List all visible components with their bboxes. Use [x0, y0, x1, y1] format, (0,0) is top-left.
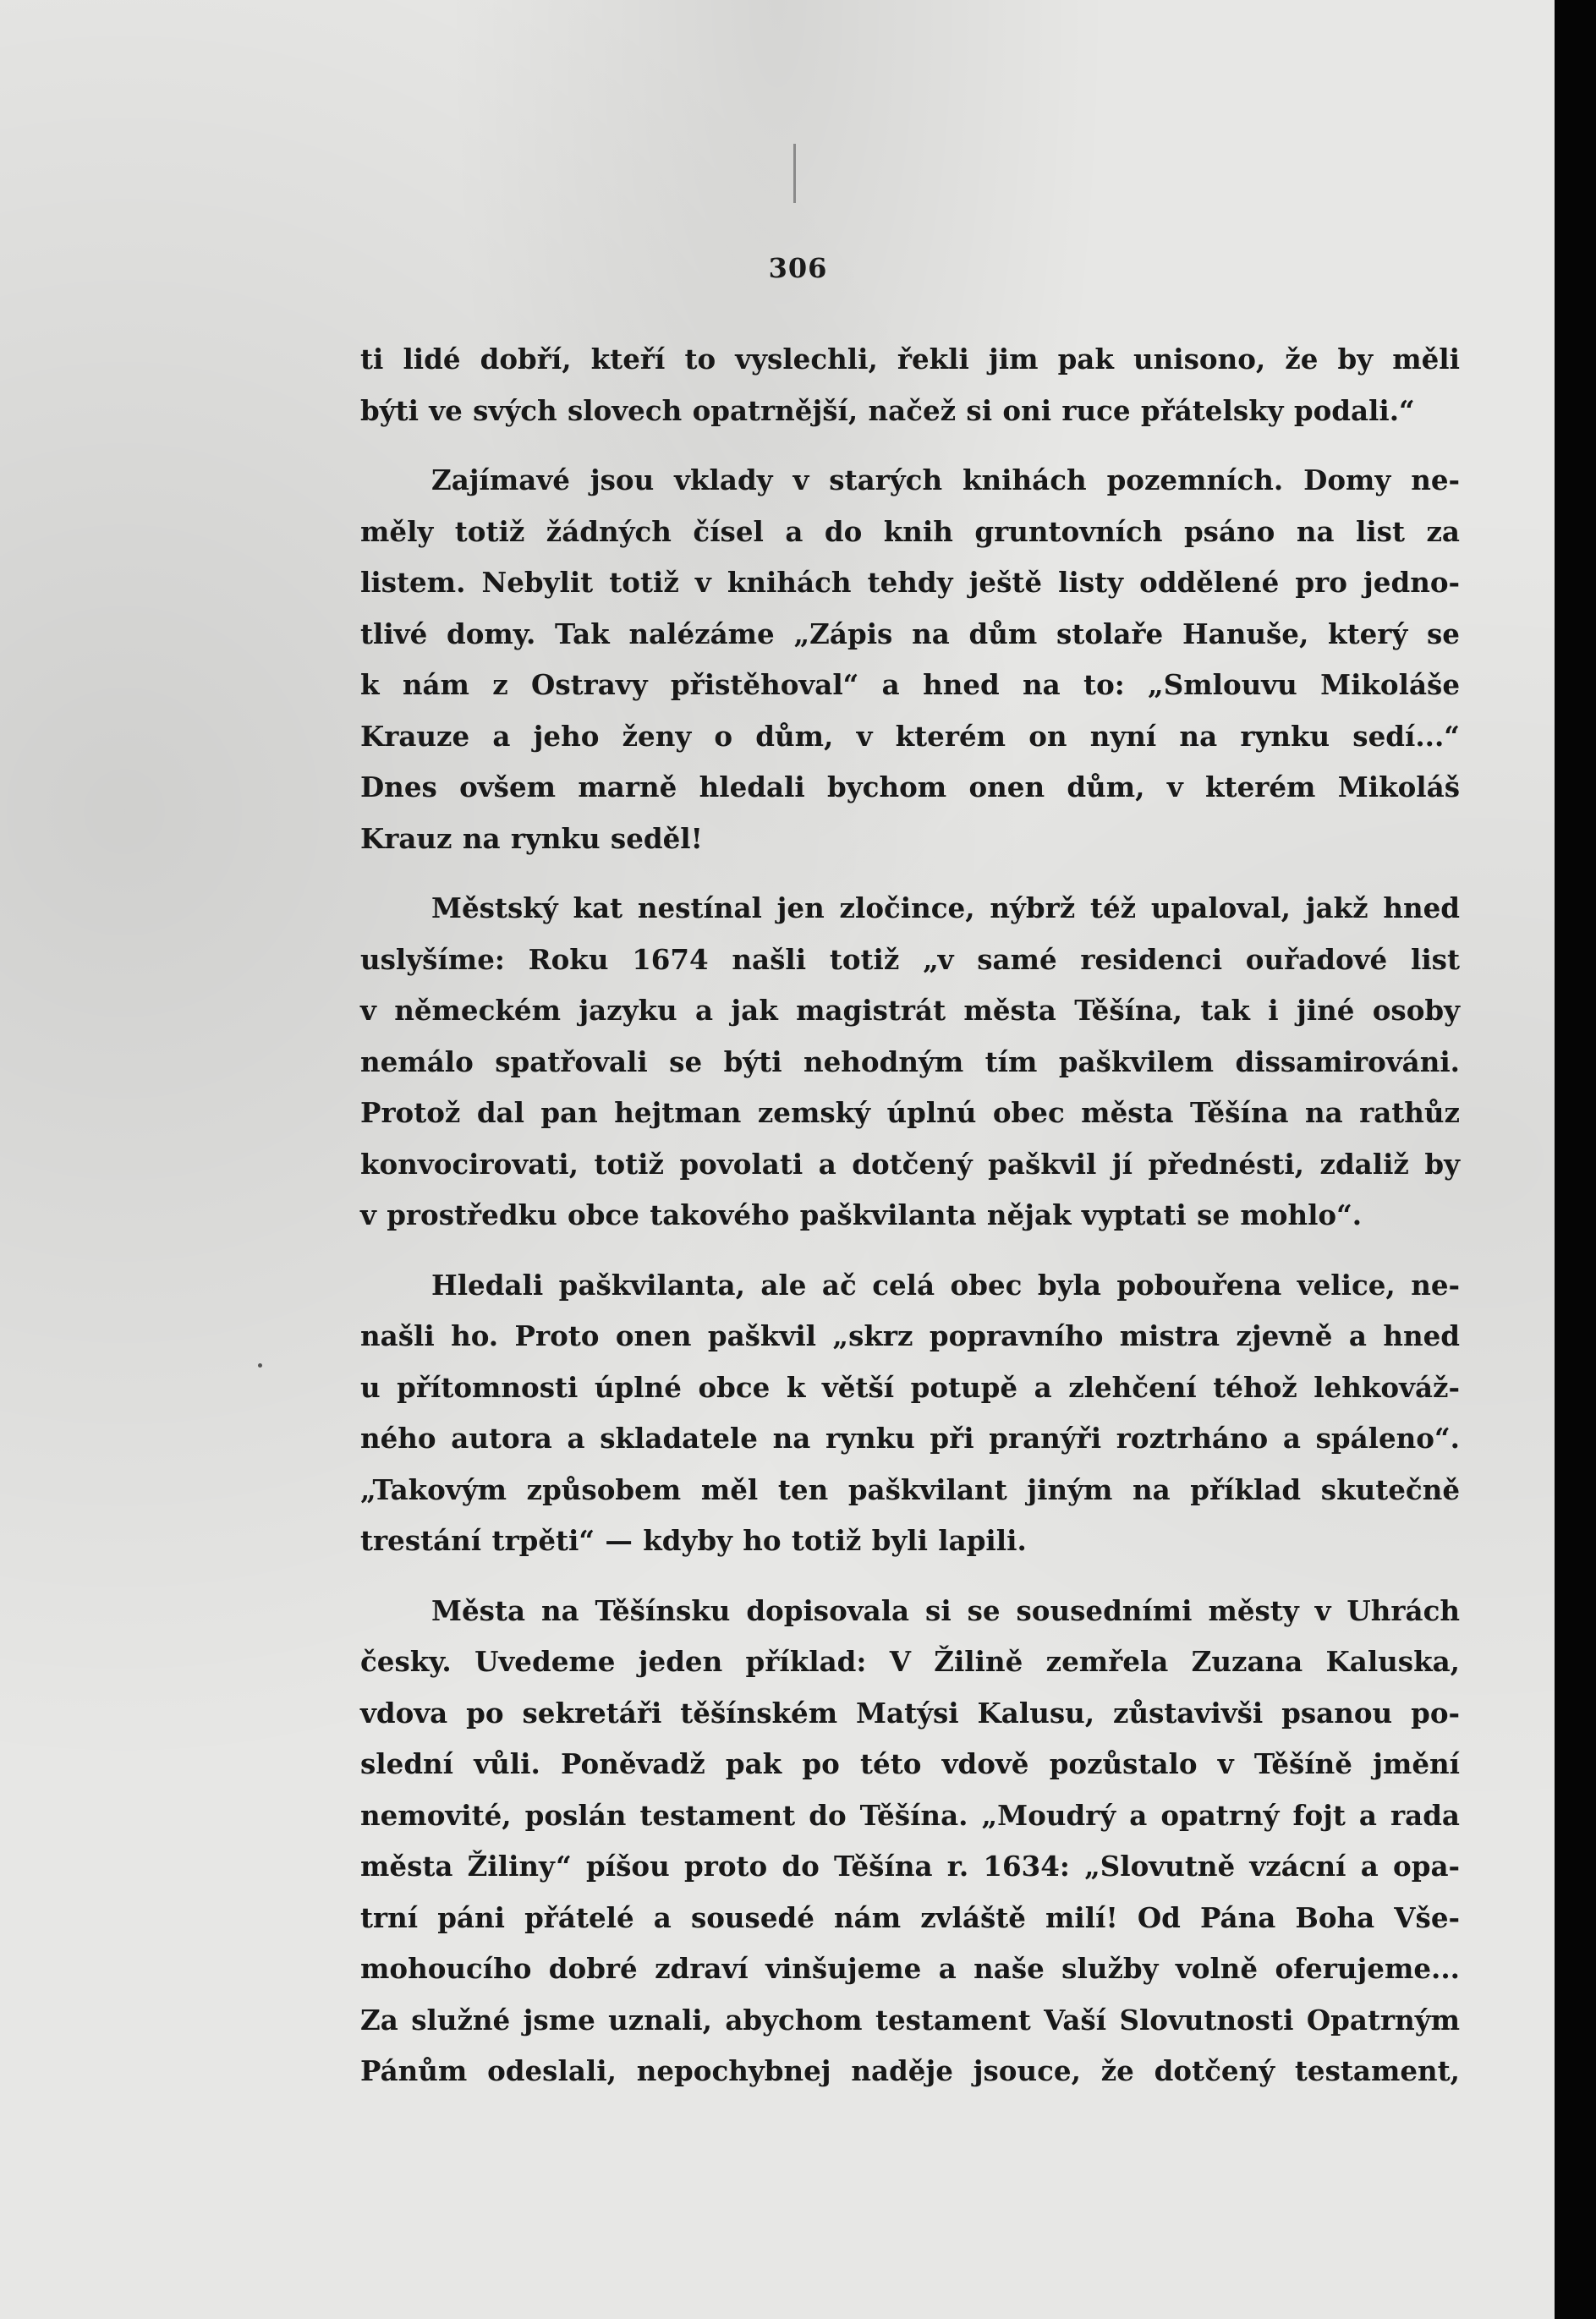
text-line: býti ve svých slovech opatrnější, načež si oni ruce přátelsky podali.“ [360, 393, 1415, 427]
text-line: listem. Nebylit totiž v knihách tehdy ještě listy oddělené pro jedno- [360, 566, 1460, 599]
text-line: „Takovým způsobem měl ten paškvilant jiným na příklad skutečně [360, 1472, 1460, 1506]
text-line: v německém jazyku a jak magistrát města Těšína, tak i jiné osoby [360, 994, 1460, 1027]
paragraph-1 [360, 334, 1460, 436]
text-line: v prostředku obce takového paškvilanta nějak vyptati se mohlo“. [360, 1198, 1363, 1231]
text-line: měly totiž žádných čísel a do knih gruntovních psáno na list za [360, 514, 1460, 548]
text-line: Pánům odeslali, nepochybnej naděje jsouce, že dotčený testament, [360, 2054, 1460, 2087]
text-line: Hledali paškvilanta, ale ač celá obec byla pobouřena velice, ne- [431, 1268, 1460, 1302]
text-line: ného autora a skladatele na rynku při pranýři roztrháno a spáleno“. [360, 1422, 1460, 1455]
paragraph-4 [360, 1260, 1460, 1567]
text-line: Krauze a jeho ženy o dům, v kterém on nyní na rynku sedí...“ [360, 719, 1460, 753]
text-line: tlivé domy. Tak nalézáme „Zápis na dům stolaře Hanuše, který se [360, 617, 1460, 650]
text-line: mohoucího dobré zdraví vinšujeme a naše služby volně oferujeme... [360, 1952, 1460, 1985]
scan-artifact-line [793, 144, 796, 203]
text-line: nemovité, poslán testament do Těšína. „Moudrý a opatrný fojt a rada [360, 1798, 1460, 1832]
text-line: vdova po sekretáři těšínském Matýsi Kalusu, zůstavivši psanou po- [360, 1696, 1460, 1730]
text-line: u přítomnosti úplné obce k větší potupě a zlehčení téhož lehkováž- [360, 1370, 1460, 1404]
text-line: našli ho. Proto onen paškvil „skrz popravního mistra zjevně a hned [360, 1319, 1460, 1352]
text-line: nemálo spatřovali se býti nehodným tím paškvilem dissamirováni. [360, 1044, 1460, 1078]
text-line: ti lidé dobří, kteří to vyslechli, řekli jim pak unisono, že by měli [360, 343, 1460, 376]
text-line: Města na Těšínsku dopisovala si se sousedními městy v Uhrách [431, 1593, 1460, 1627]
text-line: Zajímavé jsou vklady v starých knihách pozemních. Domy ne- [431, 463, 1460, 496]
text-line: česky. Uvedeme jeden příklad: V Žilině zemřela Zuzana Kaluska, [360, 1645, 1460, 1678]
text-line: slední vůli. Poněvadž pak po této vdově pozůstalo v Těšíně jmění [360, 1747, 1460, 1780]
text-line: k nám z Ostravy přistěhoval“ a hned na to: „Smlouvu Mikoláše [360, 668, 1460, 701]
text-line: trní páni přátelé a sousedé nám zvláště milí! Od Pána Boha Vše- [360, 1900, 1460, 1934]
text-line: Městský kat nestínal jen zločince, nýbrž též upaloval, jakž hned [431, 891, 1460, 924]
text-line: Dnes ovšem marně hledali bychom onen dům, v kterém Mikoláš [360, 770, 1460, 803]
text-line: konvocirovati, totiž povolati a dotčený paškvil jí přednésti, zdaliž by [360, 1147, 1460, 1181]
text-line: Krauz na rynku seděl! [360, 821, 703, 855]
paragraph-5 [360, 1586, 1460, 2097]
page-number: 306 [768, 252, 828, 284]
text-line: uslyšíme: Roku 1674 našli totiž „v samé residenci ouřadové list [360, 942, 1460, 976]
text-line: Za služné jsme uznali, abychom testament Vaší Slovutnosti Opatrným [360, 2003, 1460, 2037]
text-line: města Žiliny“ píšou proto do Těšína r. 1634: „Slovutně vzácní a opa- [360, 1850, 1460, 1883]
text-line: Protož dal pan hejtman zemský úplnú obec města Těšína na rathůz [360, 1096, 1460, 1129]
scan-speck [258, 1363, 262, 1368]
paragraph-3 [360, 883, 1460, 1242]
text-line: trestání trpěti“ — kdyby ho totiž byli lapili. [360, 1524, 1027, 1557]
paragraph-2 [360, 455, 1460, 864]
body-text [360, 334, 1460, 2116]
scan-border [1555, 0, 1596, 2319]
